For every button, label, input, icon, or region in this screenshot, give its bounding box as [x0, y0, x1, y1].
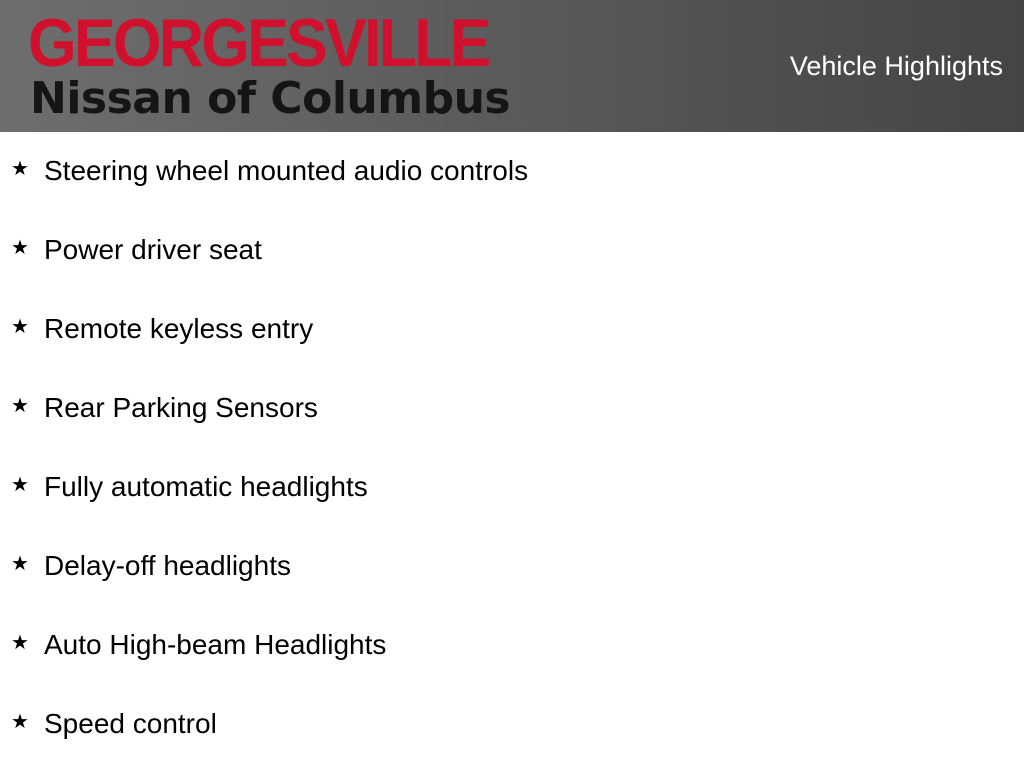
list-item: [0, 685, 1024, 764]
feature-label: Remote keyless entry: [44, 313, 314, 344]
page-title: Vehicle Highlights: [789, 51, 1003, 81]
star-icon: ★: [11, 314, 29, 338]
star-icon: ★: [11, 709, 29, 733]
dealer-logo: [24, 5, 574, 124]
list-item: [0, 448, 1024, 527]
feature-label: Delay-off headlights: [44, 550, 291, 581]
feature-label: Steering wheel mounted audio controls: [44, 155, 529, 186]
star-icon: ★: [11, 551, 29, 575]
feature-label: Fully automatic headlights: [44, 471, 368, 502]
star-icon: ★: [11, 393, 29, 417]
feature-label: Auto High-beam Headlights: [44, 629, 387, 660]
feature-label: Rear Parking Sensors: [44, 392, 318, 423]
star-icon: ★: [11, 156, 29, 180]
star-icon: ★: [11, 235, 29, 259]
list-item: [0, 290, 1024, 369]
list-item: [0, 211, 1024, 290]
logo-brand-text: GEORGESVILLE: [28, 5, 489, 81]
list-item: [0, 527, 1024, 606]
feature-label: Speed control: [44, 708, 217, 739]
vehicle-highlights-list: [0, 132, 1024, 764]
logo-dealer-text: Nissan of Columbus: [30, 73, 511, 124]
page-header: [0, 0, 1024, 132]
list-item: [0, 369, 1024, 448]
list-item: [0, 132, 1024, 211]
feature-label: Power driver seat: [44, 234, 262, 265]
list-item: [0, 606, 1024, 685]
star-icon: ★: [11, 472, 29, 496]
star-icon: ★: [11, 630, 29, 654]
